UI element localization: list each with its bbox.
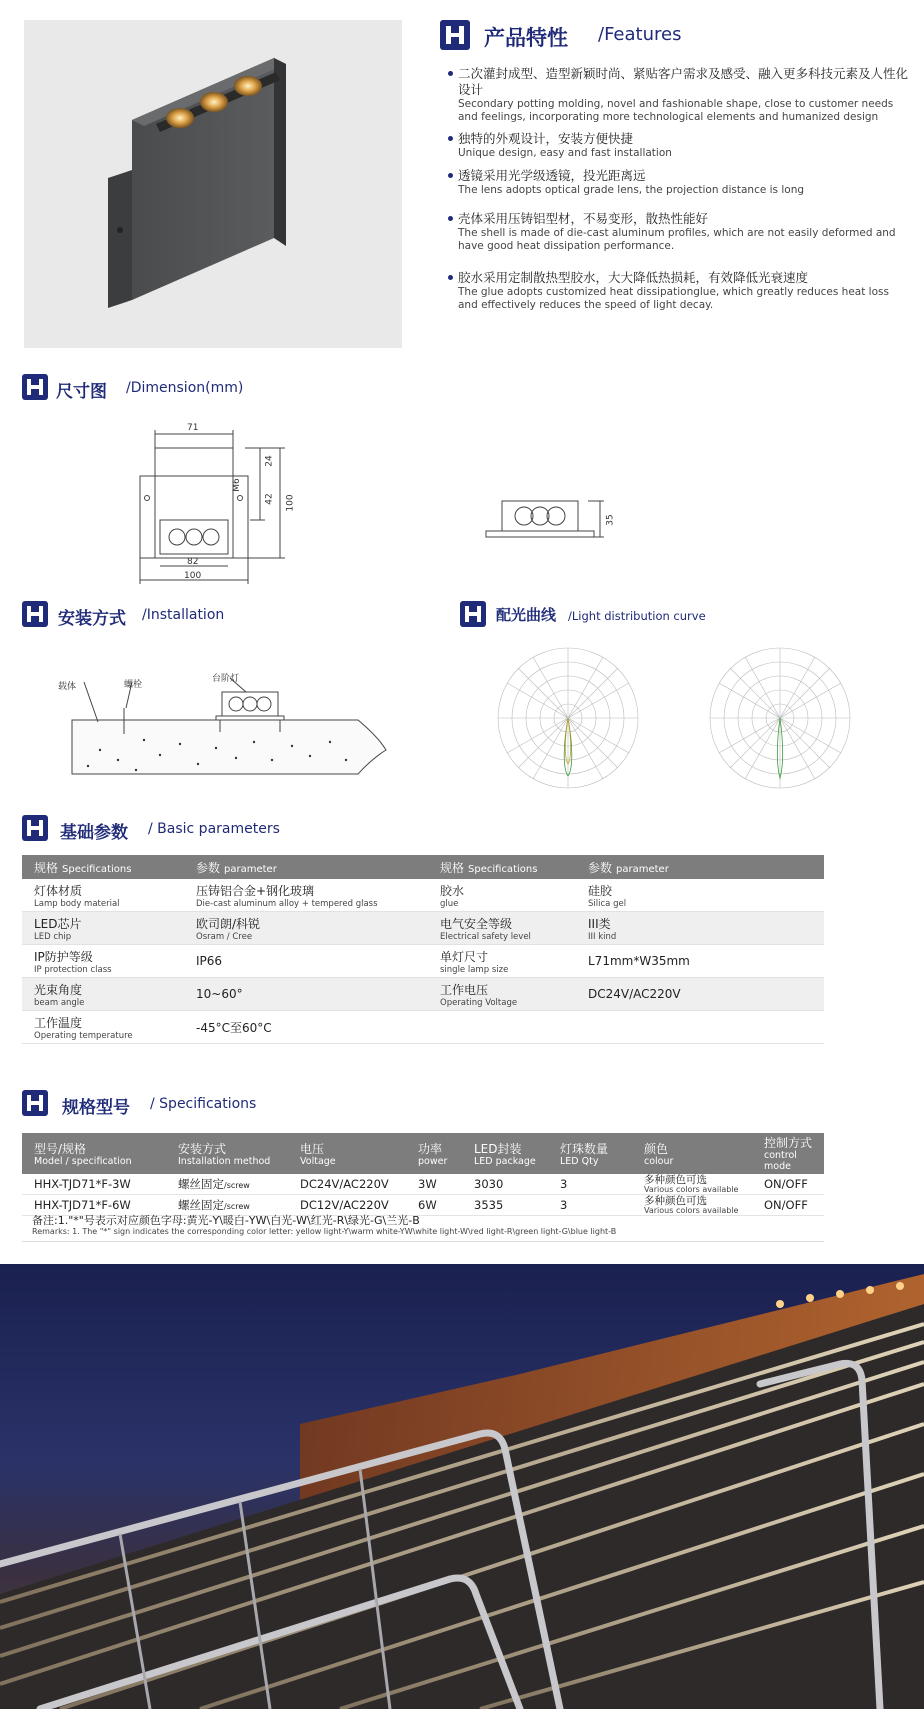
dim-label-24: 24 [264, 455, 275, 467]
feature-item: 胶水采用定制散热型胶水，大大降低热损耗，有效降低光衰速度 The glue adopts customized heat dissipationglue, which greatly reduces heat loss and effectively reduces the speed of light decay. [458, 270, 908, 312]
install-label-lamp: 台阶灯 [212, 674, 240, 684]
dimension-drawing-front [120, 418, 310, 588]
table-row: HHX-TJD71*F-6W 螺丝固定/screw DC12V/AC220V 6W 3535 3 多种颜色可选 Various colors available ON/OFF [22, 1195, 824, 1216]
table-header-row: 规格 Specifications 参数 parameter 规格 Specifications 参数 parameter [22, 855, 824, 879]
specs-title-en: / Specifications [150, 1096, 257, 1112]
bullet-icon [448, 71, 453, 76]
dim-label-100h: 100 [184, 571, 202, 581]
feature-item: 透镜采用光学级透镜，投光距离远 The lens adopts optical grade lens, the projection distance is long [458, 168, 908, 197]
light-curve-polar-1 [488, 640, 648, 800]
dim-label-35: 35 [605, 514, 616, 526]
basic-title: 基础参数 [60, 823, 128, 843]
bullet-icon [448, 136, 453, 141]
install-label-bolt: 螺栓 [124, 680, 143, 690]
table-row: 光束角度 beam angle 10~60° 工作电压 Operating Voltage DC24V/AC220V [22, 978, 824, 1011]
bullet-icon [448, 216, 453, 221]
scene-photo [0, 1264, 924, 1709]
bullet-icon [448, 275, 453, 280]
dimension-title: 尺寸图 [56, 382, 107, 402]
table-row: HHX-TJD71*F-3W 螺丝固定/screw DC24V/AC220V 3W 3030 3 多种颜色可选 Various colors available ON/OFF [22, 1174, 824, 1195]
table-header-row: 型号/规格 Model / specification 安装方式 Installation method 电压 Voltage 功率 power LED封装 LED package 灯珠数量 LED Qty 颜色 colour 控制方式 control mode [22, 1133, 824, 1174]
installation-title-en: /Installation [142, 607, 225, 623]
light-curve-title: 配光曲线 [496, 606, 557, 624]
dimension-logo-icon [22, 374, 48, 400]
basic-logo-icon [22, 815, 48, 841]
specs-remark-en: Remarks: 1. The "*" sign indicates the corresponding color letter: yellow light-Y\warm white-YW\white light-W\red light-R\green light-G\blue light-B [32, 1227, 617, 1236]
feature-item: 壳体采用压铸铝型材，不易变形，散热性能好 The shell is made of die-cast aluminum profiles, which are not easily deformed and have good heat dissipation performance. [458, 211, 908, 253]
dim-label-42: 42 [264, 493, 275, 505]
light-curve-logo-icon [460, 601, 486, 627]
product-photo [24, 20, 402, 348]
install-label-body: 载体 [58, 682, 77, 692]
specs-remark: 备注:1."*"号表示对应颜色字母:黄光-Y\暖白-YW\白光-W\红光-R\绿光-G\兰光-B [32, 1214, 420, 1227]
installation-logo-icon [22, 601, 48, 627]
dimension-title-en: /Dimension(mm) [126, 380, 244, 396]
installation-title: 安装方式 [58, 609, 126, 629]
light-curve-title-en: /Light distribution curve [568, 609, 706, 623]
table-row: 工作温度 Operating temperature -45°C至60°C [22, 1011, 824, 1044]
specifications-table [22, 1133, 824, 1216]
dimension-drawing-side [480, 495, 620, 545]
specs-logo-icon [22, 1090, 48, 1116]
dim-label-m6: M6 [231, 478, 242, 492]
specs-title: 规格型号 [62, 1098, 130, 1118]
features-logo-icon [440, 20, 470, 50]
basic-parameters-table [22, 855, 824, 1044]
divider [22, 1241, 824, 1242]
basic-title-en: / Basic parameters [148, 821, 280, 837]
table-row: 灯体材质 Lamp body material 压铸铝合金+钢化玻璃 Die-cast aluminum alloy + tempered glass 胶水 glue 硅胶 Silica gel [22, 879, 824, 912]
dim-label-100v: 100 [285, 494, 296, 512]
features-title-en: /Features [598, 24, 682, 45]
dim-label-71: 71 [187, 423, 199, 433]
bullet-icon [448, 173, 453, 178]
table-row: LED芯片 LED chip 欧司朗/科锐 Osram / Cree 电气安全等级 Electrical safety level III类 III kind [22, 912, 824, 945]
table-row: IP防护等级 IP protection class IP66 单灯尺寸 single lamp size L71mm*W35mm [22, 945, 824, 978]
light-curve-polar-2 [700, 640, 860, 800]
feature-item: 独特的外观设计，安装方便快捷 Unique design, easy and fast installation [458, 131, 908, 160]
dim-label-82: 82 [187, 557, 199, 567]
features-title: 产品特性 [484, 26, 568, 50]
feature-item: 二次灌封成型、造型新颖时尚、紧贴客户需求及感受、融入更多科技元素及人性化设计 Secondary potting molding, novel and fashionable shape, close to customer needs and feelings, incorporating more technological elements and humanized design [458, 66, 908, 124]
